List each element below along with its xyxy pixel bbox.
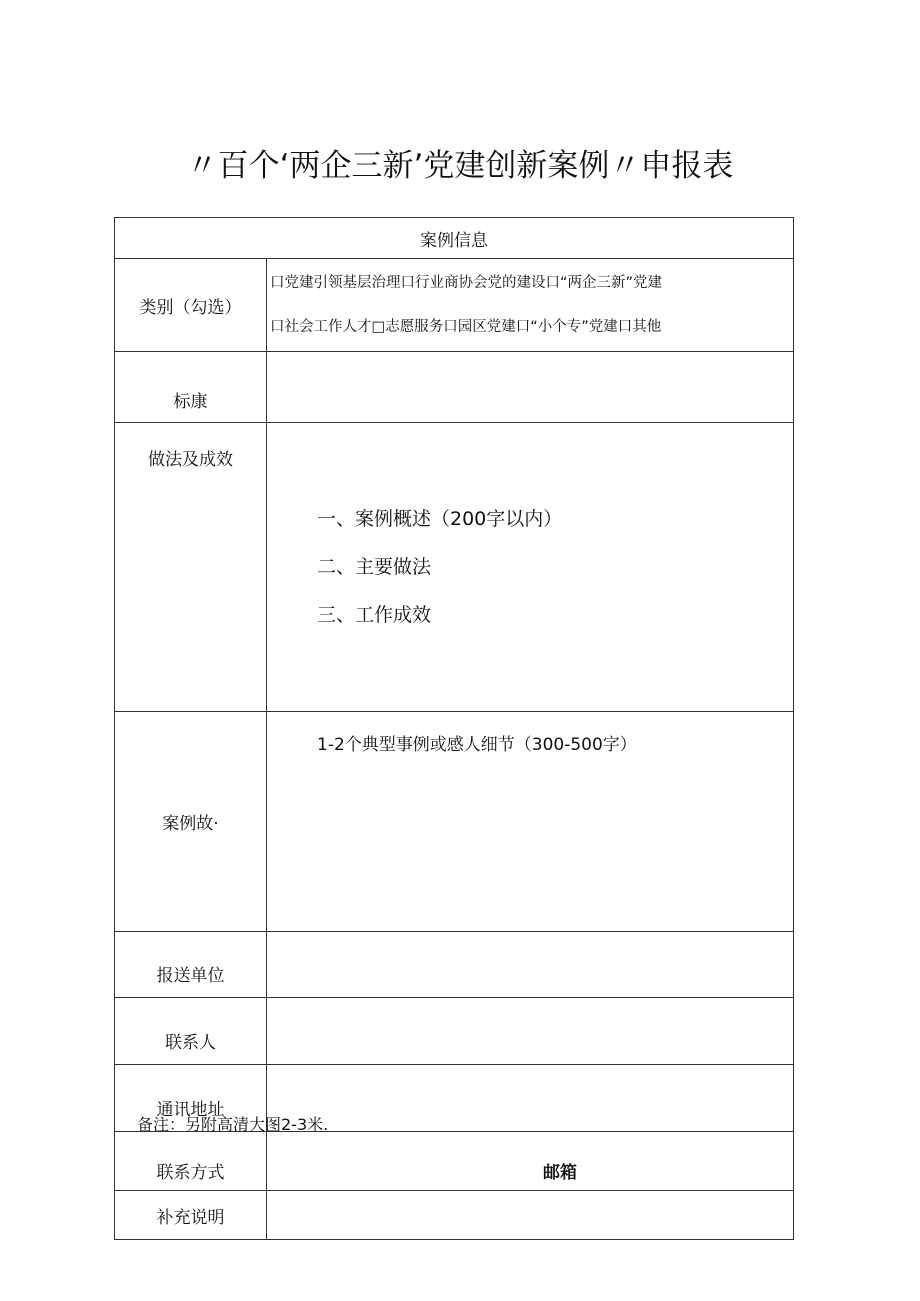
category-options[interactable] [267, 259, 794, 352]
method-label: 做法及成效 [115, 423, 267, 712]
contact-person-input[interactable] [267, 998, 794, 1065]
application-form-table [114, 217, 794, 1240]
section-header: 案例信息 [115, 218, 794, 259]
supplement-label: 补充说明 [115, 1191, 267, 1240]
category-label: 类别（勾选） [115, 259, 267, 352]
submit-unit-label: 报送单位 [115, 932, 267, 998]
method-item-overview: 一、案例概述（200字以内） [317, 508, 563, 530]
category-options-line-2[interactable]: 口社会工作人才□志愿服务口园区党建口“小个专”党建口其他 [270, 319, 662, 335]
method-item-practice: 二、主要做法 [317, 556, 432, 578]
method-item-results: 三、工作成效 [317, 604, 432, 626]
supplement-input[interactable] [267, 1191, 794, 1240]
contact-method-label: 联系方式 [115, 1132, 267, 1191]
story-content[interactable]: 1-2个典型事例或感人细节（300-500字） [267, 712, 794, 932]
address-input[interactable] [267, 1065, 794, 1132]
email-label: 邮箱 [267, 1132, 794, 1191]
submit-unit-input[interactable] [267, 932, 794, 998]
title-field-input[interactable] [267, 352, 794, 423]
page-title: 〃百个‘两企三新’党建创新案例〃申报表 [186, 148, 734, 184]
story-label: 案例故· [115, 712, 267, 932]
remark-note: 备注：另附高清大图2-3米. [137, 1115, 329, 1134]
category-options-line-1[interactable]: 口党建引领基层治理口行业商协会党的建设口“两企三新”党建 [270, 275, 663, 291]
title-field-label: 标康 [115, 352, 267, 423]
method-outline [267, 495, 793, 639]
address-label: 通讯地址 [115, 1065, 267, 1132]
method-content[interactable] [267, 423, 794, 712]
contact-person-label: 联系人 [115, 998, 267, 1065]
